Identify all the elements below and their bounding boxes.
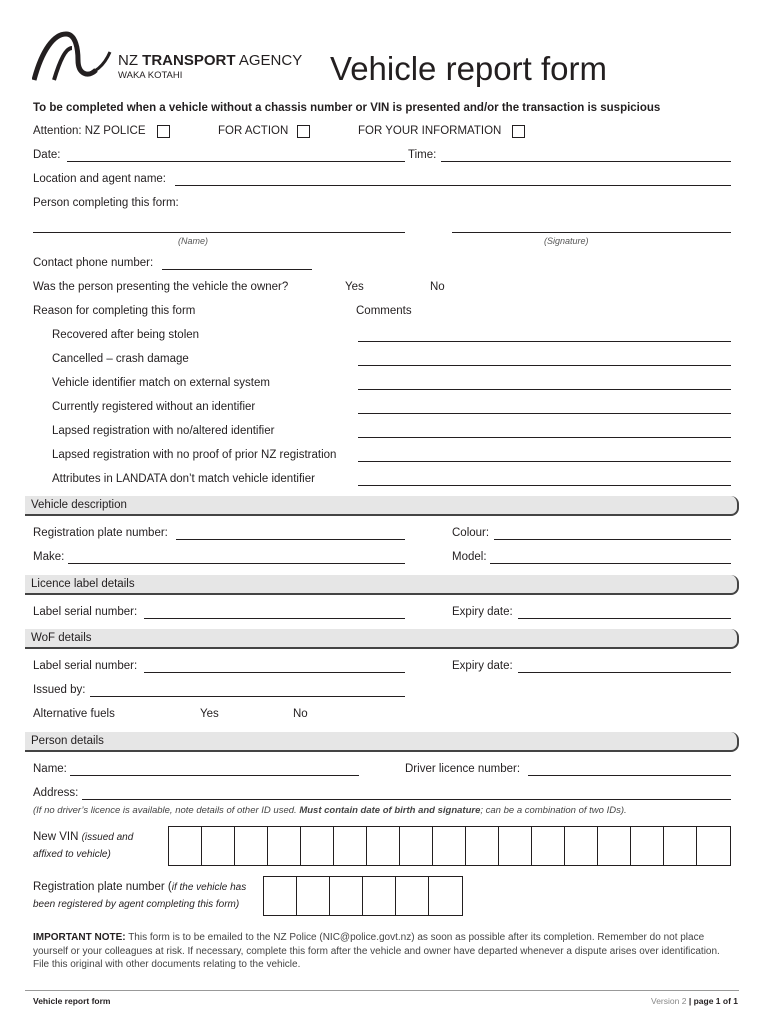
- vin-cell[interactable]: [697, 827, 730, 865]
- vin-cell[interactable]: [169, 827, 202, 865]
- owner-no-option[interactable]: No: [430, 281, 445, 293]
- vin-cell[interactable]: [334, 827, 367, 865]
- form-subtitle: To be completed when a vehicle without a chassis number or VIN is presented and/or the transaction is suspicious: [33, 102, 661, 114]
- vin-cell[interactable]: [631, 827, 664, 865]
- reason-item[interactable]: Currently registered without an identifier: [52, 401, 256, 413]
- comment-field[interactable]: [358, 341, 731, 342]
- reason-heading: Reason for completing this form: [33, 305, 196, 317]
- section-heading: Vehicle description: [31, 499, 127, 511]
- vin-cell[interactable]: [400, 827, 433, 865]
- plate-cell[interactable]: [297, 877, 330, 915]
- for-info-checkbox[interactable]: [512, 125, 525, 138]
- page-title: Vehicle report form: [330, 50, 607, 87]
- plate-field[interactable]: [176, 539, 405, 540]
- plate-label: Registration plate number:: [33, 527, 168, 539]
- licence-serial-field[interactable]: [144, 618, 405, 619]
- address-label: Address:: [33, 787, 79, 799]
- make-field[interactable]: [68, 563, 405, 564]
- vin-cell[interactable]: [268, 827, 301, 865]
- vin-cell[interactable]: [433, 827, 466, 865]
- vin-cell[interactable]: [202, 827, 235, 865]
- plate-cell[interactable]: [429, 877, 462, 915]
- footer-page-info: Version 2 | page 1 of 1: [651, 996, 738, 1006]
- name-field[interactable]: [33, 232, 405, 233]
- for-action-checkbox[interactable]: [297, 125, 310, 138]
- wof-expiry-field[interactable]: [518, 672, 731, 673]
- plate-grid[interactable]: [263, 876, 463, 916]
- new-vin-label: New VIN (issued and: [33, 831, 134, 843]
- vin-grid[interactable]: [168, 826, 731, 866]
- id-note: (If no driver’s licence is available, note details of other ID used. Must contain date of birth and signature; can be a combination of two IDs).: [33, 805, 627, 816]
- model-field[interactable]: [490, 563, 731, 564]
- name-caption: (Name): [178, 236, 209, 246]
- agency-name: NZ TRANSPORT AGENCY: [118, 52, 303, 69]
- reason-item[interactable]: Attributes in LANDATA don’t match vehicle identifier: [52, 473, 315, 485]
- colour-field[interactable]: [494, 539, 731, 540]
- date-label: Date:: [33, 149, 61, 161]
- vin-cell[interactable]: [301, 827, 334, 865]
- comment-field[interactable]: [358, 461, 731, 462]
- agency-maori-name: WAKA KOTAHI: [118, 70, 183, 81]
- licence-serial-label: Label serial number:: [33, 606, 138, 618]
- make-label: Make:: [33, 551, 65, 563]
- section-heading: WoF details: [31, 632, 92, 644]
- footer-divider: [25, 990, 739, 991]
- plate-cell[interactable]: [264, 877, 297, 915]
- vin-cell[interactable]: [367, 827, 400, 865]
- attention-police-label: Attention: NZ POLICE: [33, 125, 146, 137]
- reason-item[interactable]: Recovered after being stolen: [52, 329, 200, 341]
- location-label: Location and agent name:: [33, 173, 166, 185]
- reg-plate-label: Registration plate number (if the vehicle has: [33, 881, 247, 893]
- section-heading: Person details: [31, 735, 104, 747]
- section-heading: Licence label details: [31, 578, 135, 590]
- wof-serial-field[interactable]: [144, 672, 405, 673]
- comment-field[interactable]: [358, 485, 731, 486]
- vin-cell[interactable]: [466, 827, 499, 865]
- time-label: Time:: [408, 149, 437, 161]
- vin-cell[interactable]: [499, 827, 532, 865]
- owner-yes-option[interactable]: Yes: [345, 281, 364, 293]
- comment-field[interactable]: [358, 413, 731, 414]
- vin-cell[interactable]: [664, 827, 697, 865]
- colour-label: Colour:: [452, 527, 490, 539]
- issued-by-field[interactable]: [90, 696, 405, 697]
- alt-fuels-no-option[interactable]: No: [293, 708, 308, 720]
- licence-section-header: [25, 575, 739, 595]
- person-name-field[interactable]: [70, 775, 359, 776]
- licence-expiry-label: Expiry date:: [452, 606, 513, 618]
- alt-fuels-label: Alternative fuels: [33, 708, 115, 720]
- phone-label: Contact phone number:: [33, 257, 154, 269]
- time-field[interactable]: [441, 161, 731, 162]
- plate-cell[interactable]: [363, 877, 396, 915]
- important-note: IMPORTANT NOTE: This form is to be emailed to the NZ Police (NIC@police.govt.nz) as soon as possible after its completion. Remember do not place yourself or your colleagues at risk. If necessary, complete this form after the vehicle and owner have departed whenever a dispute arises over identification. File this original with other documents relating to the vehicle.: [33, 932, 720, 970]
- owner-question: Was the person presenting the vehicle the owner?: [33, 281, 289, 293]
- plate-cell[interactable]: [330, 877, 363, 915]
- reason-item[interactable]: Lapsed registration with no proof of prior NZ registration: [52, 449, 337, 461]
- location-field[interactable]: [175, 185, 731, 186]
- date-field[interactable]: [67, 161, 405, 162]
- licence-expiry-field[interactable]: [518, 618, 731, 619]
- driver-licence-field[interactable]: [528, 775, 731, 776]
- issued-by-label: Issued by:: [33, 684, 86, 696]
- reg-plate-hint: been registered by agent completing this form): [33, 899, 240, 910]
- model-label: Model:: [452, 551, 487, 563]
- vehicle-section-header: [25, 496, 739, 516]
- for-info-label: FOR YOUR INFORMATION: [358, 125, 502, 137]
- comment-field[interactable]: [358, 437, 731, 438]
- reason-item[interactable]: Cancelled – crash damage: [52, 353, 189, 365]
- nzta-logo: [32, 30, 112, 82]
- new-vin-hint: affixed to vehicle): [33, 849, 111, 860]
- signature-field[interactable]: [452, 232, 731, 233]
- wof-section-header: [25, 629, 739, 649]
- person-section-header: [25, 732, 739, 752]
- attention-police-checkbox[interactable]: [157, 125, 170, 138]
- address-field[interactable]: [82, 799, 731, 800]
- reason-item[interactable]: Vehicle identifier match on external system: [52, 377, 270, 389]
- reason-item[interactable]: Lapsed registration with no/altered identifier: [52, 425, 275, 437]
- for-action-label: FOR ACTION: [218, 125, 289, 137]
- person-completing-label: Person completing this form:: [33, 197, 179, 209]
- phone-field[interactable]: [162, 269, 312, 270]
- vin-cell[interactable]: [532, 827, 565, 865]
- signature-caption: (Signature): [544, 236, 589, 246]
- driver-licence-label: Driver licence number:: [405, 763, 521, 775]
- vin-cell[interactable]: [235, 827, 268, 865]
- vin-cell[interactable]: [598, 827, 631, 865]
- alt-fuels-yes-option[interactable]: Yes: [200, 708, 219, 720]
- comments-heading: Comments: [356, 305, 412, 317]
- wof-serial-label: Label serial number:: [33, 660, 138, 672]
- footer-form-name: Vehicle report form: [33, 996, 111, 1006]
- plate-cell[interactable]: [396, 877, 429, 915]
- comment-field[interactable]: [358, 365, 731, 366]
- wof-expiry-label: Expiry date:: [452, 660, 513, 672]
- comment-field[interactable]: [358, 389, 731, 390]
- vin-cell[interactable]: [565, 827, 598, 865]
- person-name-label: Name:: [33, 763, 67, 775]
